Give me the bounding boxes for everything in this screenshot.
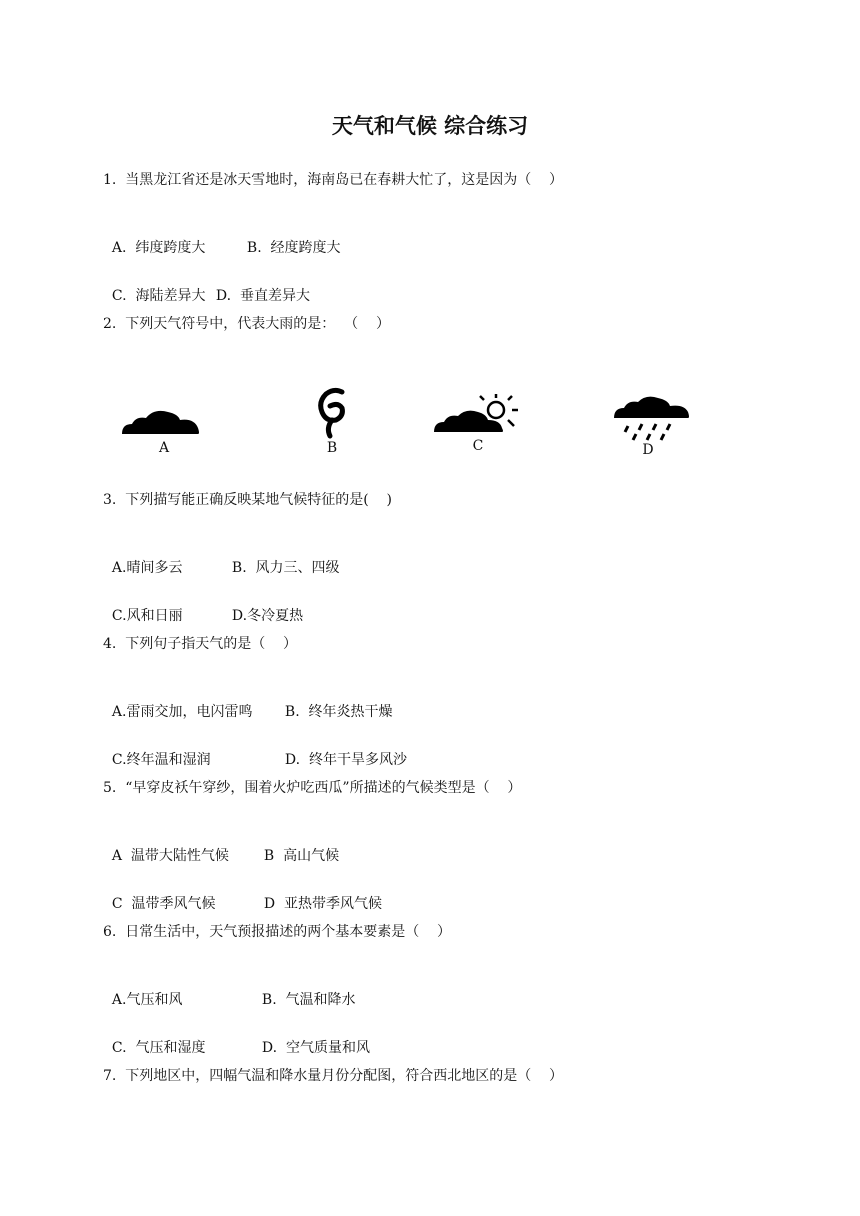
weather-symbols	[0, 384, 860, 464]
question-5-stem: 5. “早穿皮袄午穿纱，围着火炉吃西瓜”所描述的气候类型是（ ）	[103, 780, 522, 796]
question-5-options-row-2	[103, 874, 382, 914]
heavy-rain-icon	[612, 394, 692, 442]
question-5-options-row-1	[103, 826, 339, 866]
question-3-options-row-1	[103, 538, 340, 578]
typhoon-icon	[312, 386, 352, 440]
option-c: C. 海陆差异大	[111, 288, 206, 304]
option-a: A 温带大陆性气候	[111, 848, 229, 864]
cloudy-icon	[120, 408, 200, 436]
option-d: D 亚热带季风气候	[263, 896, 383, 912]
option-d: D. 空气质量和风	[261, 1040, 370, 1056]
option-a: A. 纬度跨度大	[111, 240, 206, 256]
question-3-stem: 3. 下列描写能正确反映某地气候特征的是( )	[103, 492, 392, 508]
option-b: B. 经度跨度大	[246, 240, 341, 256]
option-d: D. 垂直差异大	[215, 288, 310, 304]
option-a: A.晴间多云	[111, 560, 183, 576]
question-1-stem: 1. 当黑龙江省还是冰天雪地时，海南岛已在春耕大忙了，这是因为（ ）	[103, 172, 564, 188]
question-6-options-row-1	[103, 970, 356, 1010]
symbol-label-b: B	[326, 440, 338, 456]
option-a: A.雷雨交加，电闪雷鸣	[111, 704, 253, 720]
option-c: C 温带季风气候	[111, 896, 216, 912]
question-7-stem: 7. 下列地区中，四幅气温和降水量月份分配图，符合西北地区的是（ ）	[103, 1068, 564, 1084]
option-b: B. 气温和降水	[261, 992, 356, 1008]
symbol-label-a: A	[158, 440, 170, 456]
question-4-stem: 4. 下列句子指天气的是（ ）	[103, 636, 298, 652]
option-b: B 高山气候	[263, 848, 340, 864]
option-b: B. 风力三、四级	[231, 560, 340, 576]
option-c: C.终年温和湿润	[111, 752, 211, 768]
symbol-label-d: D	[642, 442, 654, 458]
symbol-label-c: C	[472, 438, 484, 454]
option-d: D.冬冷夏热	[231, 608, 304, 624]
question-6-options-row-2	[103, 1018, 370, 1058]
partly-cloudy-icon	[432, 392, 532, 438]
option-c: C.风和日丽	[111, 608, 183, 624]
option-d: D. 终年干旱多风沙	[284, 752, 407, 768]
question-4-options-row-1	[103, 682, 393, 722]
question-6-stem: 6. 日常生活中，天气预报描述的两个基本要素是（ ）	[103, 924, 452, 940]
page-title: 天气和气候 综合练习	[331, 114, 529, 138]
question-1-options-row-2	[103, 266, 310, 306]
question-2-stem: 2. 下列天气符号中，代表大雨的是： （ ）	[103, 316, 390, 332]
option-c: C. 气压和湿度	[111, 1040, 206, 1056]
option-b: B. 终年炎热干燥	[284, 704, 393, 720]
option-a: A.气压和风	[111, 992, 183, 1008]
question-3-options-row-2	[103, 586, 303, 626]
question-4-options-row-2	[103, 730, 407, 770]
question-1-options-row-1	[103, 218, 341, 258]
